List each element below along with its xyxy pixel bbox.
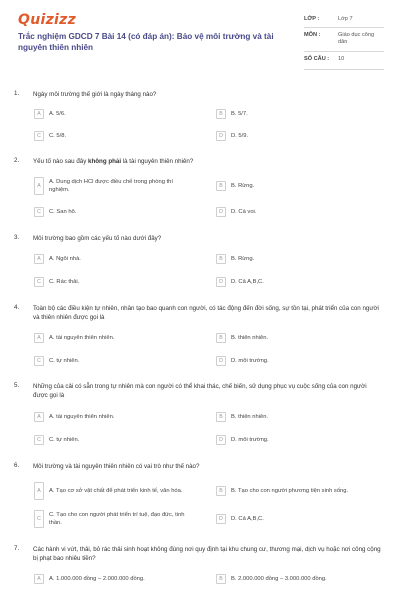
question-7 [14,545,386,595]
option-c[interactable] [34,356,194,366]
option-letter-box: C [34,277,44,287]
option-letter-box: A [34,333,44,343]
option-letter-box: B [216,254,226,264]
option-letter-box: A [34,254,44,264]
meta-label: LỚP : [304,16,320,22]
option-a[interactable] [34,254,194,264]
option-a[interactable] [34,333,194,343]
question-text: Các hành vi vứt, thải, bỏ rác thải sinh hoạt không đúng nơi quy định tại khu chung cư, thương mại, dịch vụ hoặc nơi công cộng bị phạt bao nhiêu tiền? [33,546,381,562]
question-text: Ngày môi trường thế giới là ngày tháng nào? [33,91,157,98]
question-2 [14,157,386,227]
meta-label: SỐ CÂU : [304,56,330,62]
option-text: C. Rác thải. [49,279,80,285]
question-text: Yếu tố nào sau đây không phải là tài nguyên thiên nhiên? [33,158,194,165]
question-text: Môi trường bao gồm các yếu tố nào dưới đây? [33,235,162,242]
option-text: B. Tạo cho con người phương tiện sinh sống. [231,488,349,494]
question-3 [14,234,386,296]
option-letter-box: D [216,131,226,141]
option-letter-box: C [34,207,44,217]
question-number: 7. [14,545,20,552]
option-letter-box: D [216,356,226,366]
option-text: B. Rừng. [231,256,255,262]
option-text: B. 5/7. [231,111,248,117]
quizizz-logo: Quizizz [18,12,77,28]
question-number: 4. [14,304,20,311]
question-text: Toàn bộ các điều kiện tự nhiên, nhân tạo bao quanh con người, có tác động đến đời sống, sự tồn tại, phát triển của con người và thiên nhiên được gọi là [33,305,379,321]
option-d[interactable] [216,277,376,287]
option-text: D. Cá voi. [231,209,257,215]
question-text: Môi trường và tài nguyên thiên nhiên có vai trò như thế nào? [33,463,200,470]
question-number: 1. [14,90,20,97]
question-number: 6. [14,462,20,469]
option-a[interactable] [34,412,194,422]
option-text: B. thiên nhiên. [231,414,269,420]
option-text: A. 1.000.000 đồng – 2.000.000 đồng. [49,576,145,582]
option-text: D. Cả A,B,C. [231,516,264,522]
option-b[interactable] [216,333,376,343]
option-letter-box: A [34,574,44,584]
option-letter-box: D [216,435,226,445]
meta-row-class [304,12,384,28]
question-1 [14,90,386,150]
option-text: B. 2.000.000 đồng – 3.000.000 đồng. [231,576,327,582]
option-text: A. tài nguyên thiên nhiên. [49,414,115,420]
option-a[interactable] [34,109,194,119]
option-c[interactable] [34,435,194,445]
worksheet-title: Trắc nghiệm GDCD 7 Bài 14 (có đáp án): Bảo vệ môi trường và tài nguyên thiên nhiên [18,32,274,52]
question-4 [14,304,386,376]
option-letter-box: A [34,412,44,422]
meta-label: MÔN : [304,32,321,38]
meta-row-subject [304,28,384,52]
option-letter-box: A [34,109,44,119]
option-d[interactable] [216,207,376,217]
option-d[interactable] [216,356,376,366]
option-letter-box: C [34,435,44,445]
option-text: C. tự nhiên. [49,437,80,443]
option-d[interactable] [216,131,376,141]
meta-value: Giáo dục công dân [338,32,375,45]
question-text: Những của cải có sẵn trong tự nhiên mà con người có thể khai thác, chế biến, sử dụng phục vụ cuộc sống của con người được gọi là [33,383,367,399]
option-b[interactable] [216,109,376,119]
question-emphasis: không phải [88,158,122,165]
option-letter-box: D [216,207,226,217]
option-c[interactable] [34,277,194,287]
option-d[interactable] [216,514,376,524]
option-letter-box: D [216,514,226,524]
option-a[interactable] [34,574,219,584]
option-b[interactable] [216,254,376,264]
question-number: 3. [14,234,20,241]
option-letter-box: B [216,412,226,422]
question-number: 5. [14,382,20,389]
option-text: A. tài nguyên thiên nhiên. [49,335,115,341]
option-text: C. tự nhiên. [49,358,80,364]
option-letter-box: C [34,131,44,141]
option-b[interactable] [216,574,391,584]
option-text: C. Tạo cho con người phát triển trí tuệ, đạo đức, tinh thần. [49,512,185,526]
worksheet-header [0,0,400,78]
meta-row-count [304,52,384,70]
meta-value: Lớp 7 [338,16,353,22]
option-text: D. 5/9. [231,133,249,139]
option-text: A. Ngôi nhà. [49,256,81,262]
worksheet-meta [304,12,384,70]
option-text: B. thiên nhiên. [231,335,269,341]
option-a[interactable] [34,482,194,500]
option-d[interactable] [216,435,376,445]
option-letter-box: B [216,574,226,584]
option-letter-box: B [216,333,226,343]
option-c[interactable] [34,207,194,217]
option-text: B. Rừng. [231,183,255,189]
question-number: 2. [14,157,20,164]
option-letter-box: D [216,277,226,287]
option-text: C. 5/8. [49,133,67,139]
option-text: D. môi trường. [231,437,269,443]
option-letter-box: C [34,510,44,528]
meta-value: 10 [338,56,345,62]
option-c[interactable] [34,510,194,528]
option-text: D. môi trường. [231,358,269,364]
option-letter-box: A [34,177,44,195]
option-text: A. Tạo cơ sở vật chất để phát triển kinh tế, văn hóa. [49,488,183,494]
question-5 [14,382,386,454]
option-c[interactable] [34,131,194,141]
option-b[interactable] [216,486,376,496]
option-b[interactable] [216,412,376,422]
option-b[interactable] [216,181,376,191]
option-letter-box: B [216,486,226,496]
option-letter-box: B [216,181,226,191]
option-text: D. Cả A,B,C. [231,279,264,285]
option-text: A. 5/6. [49,111,66,117]
option-letter-box: A [34,482,44,500]
option-text: A. Dung dịch HCl được điều chế trong phòng thí nghiệm. [49,179,174,193]
option-letter-box: C [34,356,44,366]
option-letter-box: B [216,109,226,119]
question-6 [14,462,386,538]
option-a[interactable] [34,177,194,195]
option-text: C. San hô. [49,209,77,215]
